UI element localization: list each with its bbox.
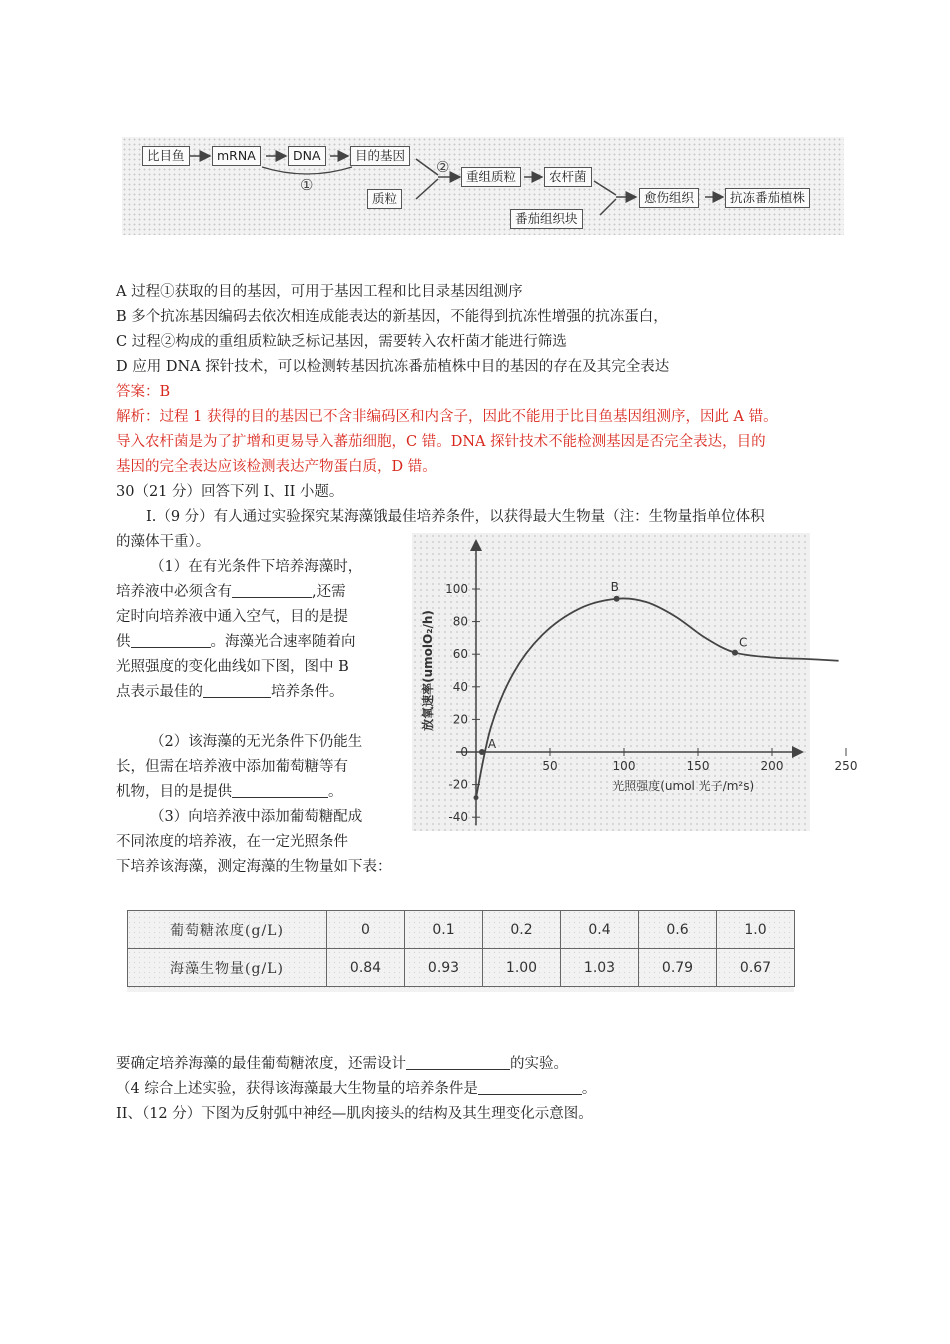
point-label-c: C [739, 635, 748, 650]
x-tick-label: 250 [834, 759, 858, 773]
p1-line-6-a: 点表示最佳的 [116, 684, 203, 700]
point-label-b: B [610, 579, 619, 594]
box-agro: 农杆菌 [544, 167, 592, 187]
point-a [479, 749, 485, 755]
table-row-conc [128, 911, 795, 949]
bio-cell: 0.79 [639, 949, 717, 987]
y-tick-label: -40 [448, 810, 468, 825]
point-b [614, 596, 620, 602]
p1-line-6-b: 培养条件。 [271, 684, 344, 700]
box-target-gene: 目的基因 [350, 146, 410, 166]
p4-line-b: 。 [581, 1081, 597, 1097]
analysis-line-1: 解析：过程 1 获得的目的基因已不含非编码区和内含子，因此不能用于比目鱼基因组测序，因此 A 错。 [116, 409, 778, 425]
answer: 答案：B [116, 384, 171, 400]
x-tick-label: 50 [542, 759, 558, 773]
bio-cell: 0.93 [405, 949, 483, 987]
x-tick-label: 150 [686, 759, 710, 773]
p1-line-5: 光照强度的变化曲线如下图，图中 B [116, 659, 349, 675]
blank-5[interactable] [406, 1053, 510, 1070]
p3-line-2: 不同浓度的培养液，在一定光照条件 [116, 834, 348, 850]
option-a: A 过程①获取的目的基因，可用于基因工程和比目录基因组测序 [116, 284, 523, 300]
table-header-conc: 葡萄糖浓度(g/L) [128, 911, 327, 949]
box-plant: 抗冻番茄植株 [725, 188, 810, 208]
option-d: D 应用 DNA 探针技术，可以检测转基因抗冻番茄植株中目的基因的存在及其完全表达 [116, 359, 670, 375]
p2-line-2: 长，但需在培养液中添加葡萄糖等有 [116, 759, 348, 775]
p3-line-1: （3）向培养液中添加葡萄糖配成 [150, 809, 363, 825]
design-line-a: 要确定培养海藻的最佳葡萄糖浓度，还需设计 [116, 1056, 406, 1072]
x-tick-label: 200 [760, 759, 784, 773]
y-tick-label: -20 [448, 777, 468, 792]
step1-label: ① [300, 176, 314, 194]
p1-line-4-a: 供 [116, 634, 131, 650]
blank-2[interactable] [131, 631, 211, 648]
q30-i-line-1: I.（9 分）有人通过实验探究某海藻饿最佳培养条件，以获得最大生物量（注：生物量指单位体积 [146, 509, 765, 525]
p2-line-3-a: 机物，目的是提供 [116, 784, 232, 800]
p1-line-2-a: 培养液中必须含有 [116, 584, 232, 600]
p3-line-3: 下培养该海藻，测定海藻的生物量如下表： [116, 859, 392, 875]
q30-heading: 30（21 分）回答下列 I、II 小题。 [116, 484, 344, 500]
chart-xlabel: 光照强度(umol 光子/m²s) [612, 779, 755, 793]
bio-cell: 0.84 [327, 949, 405, 987]
box-mrna: mRNA [212, 146, 261, 166]
y-tick-label: 40 [452, 679, 468, 694]
y-tick-label: 60 [452, 647, 468, 662]
conc-cell: 1.0 [717, 911, 795, 949]
glucose-table [127, 910, 795, 987]
conc-cell: 0 [327, 911, 405, 949]
x-tick-label: 100 [612, 759, 636, 773]
chart-ylabel: 放氧速率(umolO₂/h) [421, 610, 435, 731]
bio-cell: 0.67 [717, 949, 795, 987]
chart-curve [476, 598, 839, 797]
point-label-a: A [487, 737, 497, 751]
blank-1[interactable] [232, 581, 312, 598]
bio-cell: 1.00 [483, 949, 561, 987]
point-c [732, 650, 738, 656]
blank-6[interactable] [478, 1078, 582, 1095]
q30-ii: II、（12 分）下图为反射弧中神经—肌肉接头的结构及其生理变化示意图。 [116, 1106, 593, 1122]
box-recomb-plasmid: 重组质粒 [461, 167, 521, 187]
table-row-bio [128, 949, 795, 987]
p1-line-2 [116, 580, 346, 604]
y-tick-label: 0 [460, 745, 468, 759]
analysis-line-3: 基因的完全表达应该检测表达产物蛋白质，D 错。 [116, 459, 437, 475]
conc-cell: 0.2 [483, 911, 561, 949]
p1-line-1: （1）在有光条件下培养海藻时， [150, 559, 363, 575]
p4-line [116, 1077, 596, 1101]
box-tomato-block: 番茄组织块 [510, 209, 583, 229]
box-fish: 比目鱼 [142, 146, 190, 166]
blank-3[interactable] [203, 681, 271, 698]
oxygen-rate-chart [412, 533, 858, 831]
box-callus: 愈伤组织 [639, 188, 699, 208]
y-tick-label: 80 [452, 614, 468, 629]
blank-4[interactable] [232, 781, 328, 798]
conc-cell: 0.1 [405, 911, 483, 949]
bio-cell: 1.03 [561, 949, 639, 987]
p2-line-1: （2）该海藻的无光条件下仍能生 [150, 734, 363, 750]
table-header-bio: 海藻生物量(g/L) [128, 949, 327, 987]
curve-start-point [474, 795, 479, 800]
p1-line-3: 定时向培养液中通入空气，目的是提 [116, 609, 348, 625]
box-plasmid: 质粒 [367, 189, 402, 209]
p1-line-6 [116, 680, 344, 704]
conc-cell: 0.4 [561, 911, 639, 949]
y-tick-label: 20 [452, 712, 468, 727]
p1-line-2-b: ,还需 [312, 584, 346, 600]
p1-line-4-b: 。海藻光合速率随着向 [210, 634, 356, 650]
option-c: C 过程②构成的重组质粒缺乏标记基因，需要转入农杆菌才能进行筛选 [116, 334, 567, 350]
option-b: B 多个抗冻基因编码去依次相连成能表达的新基因，不能得到抗冻性增强的抗冻蛋白， [116, 309, 668, 325]
conc-cell: 0.6 [639, 911, 717, 949]
analysis-line-2: 导入农杆菌是为了扩增和更易导入蕃茄细胞，C 错。DNA 探针技术不能检测基因是否完全表达，目的 [116, 434, 766, 450]
p1-line-4 [116, 630, 356, 654]
y-tick-label: 100 [445, 582, 468, 596]
q30-i-line-2: 的藻体干重）。 [116, 534, 211, 550]
design-line [116, 1052, 568, 1076]
p4-line-a: （4 综合上述实验，获得该海藻最大生物量的培养条件是 [116, 1081, 478, 1097]
box-dna: DNA [288, 146, 326, 166]
p2-line-3 [116, 780, 343, 804]
design-line-b: 的实验。 [510, 1056, 568, 1072]
step2-label: ② [436, 158, 450, 176]
p2-line-3-b: 。 [328, 784, 343, 800]
